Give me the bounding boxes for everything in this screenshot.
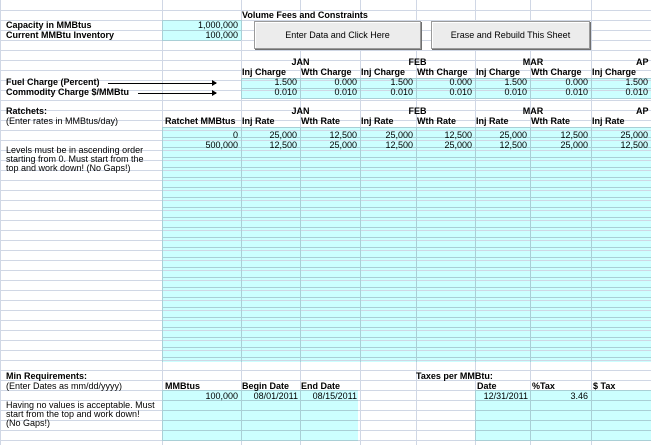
charge-header: Inj Charge bbox=[476, 67, 521, 77]
min-req-hint: (Enter Dates as mm/dd/yyyy) bbox=[6, 381, 123, 391]
fuel-charge-value[interactable]: 0.000 bbox=[334, 77, 357, 87]
sheet-title: Volume Fees and Constraints bbox=[242, 10, 368, 20]
rate-header: Wth Rate bbox=[531, 116, 570, 126]
min-req-end-value[interactable]: 08/15/2011 bbox=[312, 391, 357, 401]
ratchets-label: Ratchets: bbox=[6, 106, 48, 116]
tax-pct-value[interactable]: 3.46 bbox=[570, 391, 588, 401]
commodity-charge-value[interactable]: 0.010 bbox=[504, 87, 527, 97]
rate-header: Inj Rate bbox=[592, 116, 625, 126]
inventory-value[interactable]: 100,000 bbox=[205, 30, 238, 40]
ratchet-rate-value[interactable]: 12,500 bbox=[444, 130, 472, 140]
commodity-charge-value[interactable]: 0.010 bbox=[565, 87, 588, 97]
ratchet-rate-value[interactable]: 25,000 bbox=[499, 130, 527, 140]
ratchet-rate-value[interactable]: 25,000 bbox=[620, 130, 648, 140]
charge-header: Wth Charge bbox=[531, 67, 582, 77]
commodity-charge-value[interactable]: 0.010 bbox=[449, 87, 472, 97]
ratchet-rate-value[interactable]: 12,500 bbox=[620, 140, 648, 150]
fee-month-jan: JAN bbox=[291, 57, 310, 67]
ratchet-rate-value[interactable]: 25,000 bbox=[444, 140, 472, 150]
inventory-label: Current MMBtu Inventory bbox=[6, 30, 114, 40]
fuel-charge-value[interactable]: 0.000 bbox=[449, 77, 472, 87]
fuel-charge-value[interactable]: 1.500 bbox=[625, 77, 648, 87]
min-req-begin-header: Begin Date bbox=[242, 381, 290, 391]
charge-header: Wth Charge bbox=[301, 67, 352, 77]
commodity-arrow bbox=[138, 93, 216, 94]
ratchet-rate-value[interactable]: 12,500 bbox=[269, 140, 297, 150]
min-req-label: Min Requirements: bbox=[6, 371, 88, 381]
erase-rebuild-button[interactable]: Erase and Rebuild This Sheet bbox=[431, 21, 590, 49]
ratchet-month-jan: JAN bbox=[291, 106, 310, 116]
ratchet-rate-value[interactable]: 12,500 bbox=[329, 130, 357, 140]
ratchet-rate-value[interactable]: 12,500 bbox=[385, 140, 413, 150]
ratchet-rate-value[interactable]: 25,000 bbox=[269, 130, 297, 140]
fee-month-mar: MAR bbox=[522, 57, 544, 67]
min-req-begin-value[interactable]: 08/01/2011 bbox=[253, 391, 298, 401]
rate-header: Wth Rate bbox=[417, 116, 456, 126]
charge-header: Wth Charge bbox=[417, 67, 468, 77]
fuel-charge-label: Fuel Charge (Percent) bbox=[6, 77, 100, 87]
fuel-charge-value[interactable]: 1.500 bbox=[390, 77, 413, 87]
fuel-arrow bbox=[108, 83, 216, 84]
taxes-label: Taxes per MMBtu: bbox=[416, 371, 493, 381]
commodity-charge-value[interactable]: 0.010 bbox=[334, 87, 357, 97]
min-req-mmbtus-header: MMBtus bbox=[165, 381, 200, 391]
ratchet-rate-value[interactable]: 12,500 bbox=[560, 130, 588, 140]
tax-pct-header: %Tax bbox=[532, 381, 555, 391]
fee-month-feb: FEB bbox=[408, 57, 427, 67]
commodity-charge-value[interactable]: 0.010 bbox=[625, 87, 648, 97]
ratchet-mmbtus-header: Ratchet MMBtus bbox=[165, 116, 236, 126]
fuel-charge-value[interactable]: 1.500 bbox=[274, 77, 297, 87]
ratchet-mmbtus-value[interactable]: 500,000 bbox=[205, 140, 238, 150]
tax-date-value[interactable]: 12/31/2011 bbox=[483, 391, 528, 401]
ratchets-hint: (Enter rates in MMBtus/day) bbox=[6, 116, 119, 126]
fuel-charge-value[interactable]: 0.000 bbox=[565, 77, 588, 87]
tax-date-header: Date bbox=[477, 381, 497, 391]
ratchet-rate-value[interactable]: 25,000 bbox=[385, 130, 413, 140]
enter-data-button[interactable]: Enter Data and Click Here bbox=[254, 21, 421, 49]
ratchet-month-feb: FEB bbox=[408, 106, 427, 116]
rate-header: Inj Rate bbox=[476, 116, 509, 126]
commodity-charge-label: Commodity Charge $/MMBtu bbox=[6, 87, 130, 97]
rate-header: Inj Rate bbox=[242, 116, 275, 126]
min-req-mmbtus-value[interactable]: 100,000 bbox=[205, 391, 238, 401]
ratchet-mmbtus-value[interactable]: 0 bbox=[232, 130, 238, 140]
charge-header: Inj Charge bbox=[361, 67, 406, 77]
fuel-charge-value[interactable]: 1.500 bbox=[504, 77, 527, 87]
commodity-charge-value[interactable]: 0.010 bbox=[274, 87, 297, 97]
ratchet-rate-value[interactable]: 25,000 bbox=[329, 140, 357, 150]
ratchet-rate-value[interactable]: 12,500 bbox=[499, 140, 527, 150]
ratchet-month-mar: MAR bbox=[522, 106, 544, 116]
capacity-value[interactable]: 1,000,000 bbox=[197, 20, 238, 30]
charge-header: Inj Charge bbox=[242, 67, 287, 77]
ratchets-note: Levels must be in ascending order starting from 0. Must start from the top and work down! (No Gaps!) bbox=[6, 145, 144, 173]
min-req-end-header: End Date bbox=[301, 381, 341, 391]
min-req-note: Having no values is acceptable. Must start from the top and work down! (No Gaps!) bbox=[6, 400, 155, 428]
rate-header: Wth Rate bbox=[301, 116, 340, 126]
ratchets-input-area[interactable] bbox=[162, 127, 651, 362]
tax-dollar-header: $ Tax bbox=[593, 381, 616, 391]
ratchet-rate-value[interactable]: 25,000 bbox=[560, 140, 588, 150]
rate-header: Inj Rate bbox=[361, 116, 394, 126]
commodity-charge-value[interactable]: 0.010 bbox=[390, 87, 413, 97]
ratchet-month-apr: AP bbox=[636, 106, 649, 116]
charge-header: Inj Charge bbox=[592, 67, 637, 77]
fee-month-apr: AP bbox=[636, 57, 649, 67]
capacity-label: Capacity in MMBtus bbox=[6, 20, 92, 30]
